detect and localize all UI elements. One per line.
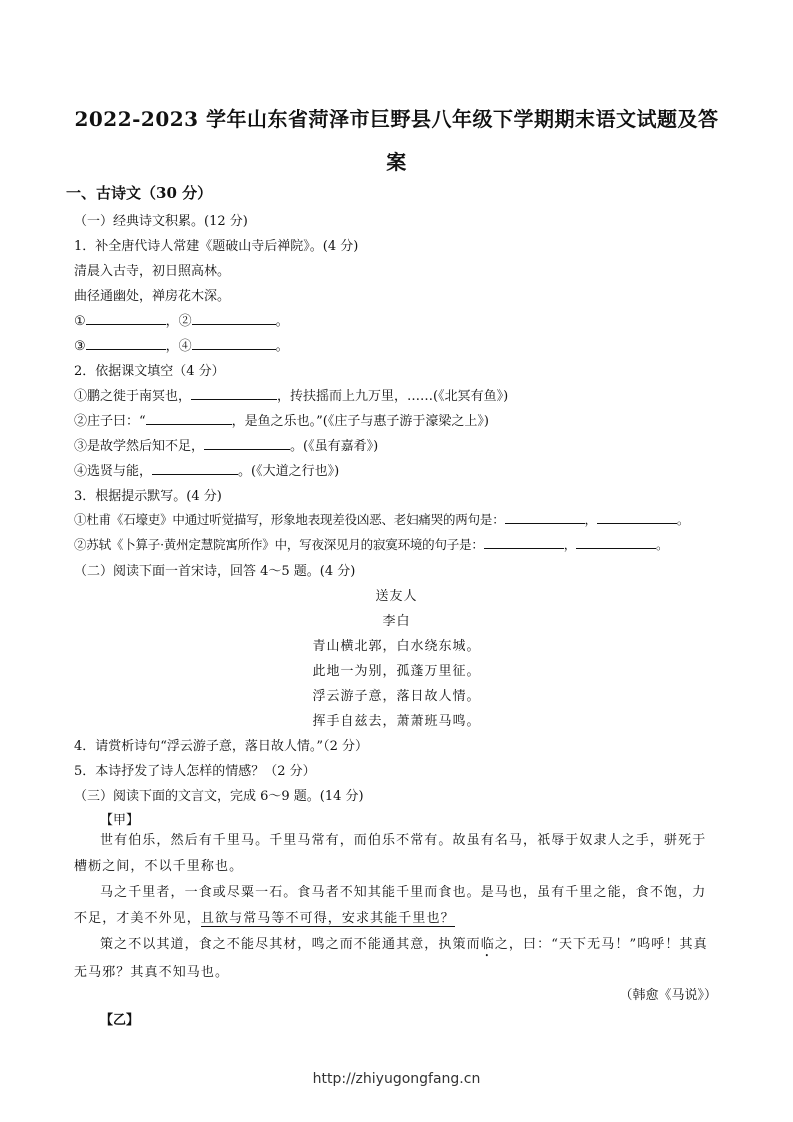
punctuation: 。 — [275, 339, 289, 354]
prompt-text: ①鹏之徙于南冥也， — [74, 389, 192, 404]
poem-line: 浮云游子意，落日故人情。 — [312, 689, 481, 704]
fill-blank-row — [74, 460, 339, 479]
poem-line: 青山横北郭，白水绕东城。 — [312, 639, 481, 654]
prompt-text: ③是故学然后知不足， — [74, 439, 205, 454]
passage-text: 之，曰：“天下无马！”呜呼！其真无马邪？其真不知马也。 — [74, 937, 708, 980]
poem-title: 送友人 — [375, 589, 418, 604]
fill-blank-row — [74, 535, 668, 553]
page-title-continued: 案 — [386, 150, 407, 174]
punctuation: ， — [563, 537, 576, 552]
passage-text: 策之不以其道，食之不能尽其材，鸣之而不能通其意，执策而 — [100, 937, 481, 952]
poem-line: 此地一为别，孤蓬万里征。 — [312, 664, 481, 679]
part-heading: （三）阅读下面的文言文，完成 6～9 题。(14 分) — [74, 789, 364, 804]
answer-blank[interactable] — [576, 535, 656, 549]
question-2: 2．依据课文填空（4 分） — [74, 364, 225, 379]
poem-line: 曲径通幽处，禅房花木深。 — [74, 289, 231, 304]
prompt-text: 。(《大道之行也》) — [238, 464, 340, 479]
prompt-text: 。(《虽有嘉肴》) — [290, 439, 379, 454]
answer-blank[interactable] — [86, 311, 166, 325]
question-1: 1．补全唐代诗人常建《题破山寺后禅院》。(4 分) — [74, 239, 359, 254]
part-heading: （一）经典诗文积累。(12 分) — [74, 214, 248, 229]
fill-blank-row — [74, 510, 689, 528]
fill-blank-row — [74, 385, 508, 404]
question-5: 5．本诗抒发了诗人怎样的情感？（2 分） — [74, 764, 316, 779]
punctuation: 。 — [656, 537, 669, 552]
passage-paragraph: 世有伯乐，然后有千里马。千里马常有，而伯乐不常有。故虽有名马，祇辱于奴隶人之手，骈死于槽枥之间，不以千里称也。 — [74, 833, 707, 874]
passage-source: （韩愈《马说》） — [619, 988, 717, 1003]
answer-blank[interactable] — [192, 311, 276, 325]
punctuation: 。 — [676, 512, 690, 527]
poem-line: 清晨入古寺，初日照高林。 — [74, 264, 231, 279]
poem-line: 挥手自兹去，萧萧班马鸣。 — [312, 714, 481, 729]
prompt-text: ②庄子曰：“ — [74, 414, 146, 429]
answer-blank[interactable] — [597, 510, 677, 524]
prompt-text: ，抟扶摇而上九万里，……(《北冥有鱼》) — [277, 389, 509, 404]
prompt-text: ②苏轼《卜算子·黄州定慧院寓所作》中，写夜深见月的寂寞环境的句子是： — [74, 537, 484, 552]
question-4: 4．请赏析诗句“浮云游子意，落日故人情。”（2 分） — [74, 739, 368, 754]
poem-author: 李白 — [382, 614, 411, 629]
question-3: 3．根据提示默写。(4 分) — [74, 489, 222, 504]
part-heading: （二）阅读下面一首宋诗，回答 4～5 题。(4 分) — [74, 564, 356, 579]
passage-label-yi: 【乙】 — [100, 1013, 140, 1028]
answer-blank[interactable] — [146, 411, 232, 425]
answer-blank[interactable] — [152, 461, 238, 475]
blank-label: ① — [74, 314, 86, 329]
answer-blank[interactable] — [86, 336, 166, 350]
passage-paragraph — [74, 932, 719, 986]
answer-blank[interactable] — [204, 436, 290, 450]
fill-blank-row — [74, 410, 489, 429]
prompt-text: ，是鱼之乐也。”(《庄子与惠子游于濠梁之上》) — [231, 414, 489, 429]
footer-url[interactable]: http://zhiyugongfang.cn — [312, 1071, 481, 1087]
punctuation: ， — [584, 512, 597, 527]
passage-text: 马之千里者，一食或尽粟一石。食马者不知其能千里而食也。是马也，虽有千里之能，食不饱，力不足，才美不外见， — [74, 885, 707, 926]
answer-blank[interactable] — [484, 535, 564, 549]
punctuation: 。 — [275, 314, 289, 329]
passage-paragraph — [74, 880, 719, 932]
blank-label: ，② — [165, 314, 192, 329]
section-heading: 一、古诗文（30 分） — [66, 184, 213, 202]
prompt-text: ①杜甫《石壕吏》中通过听觉描写，形象地表现差役凶恶、老妇痛哭的两句是： — [74, 512, 505, 527]
dotted-character: 临 — [480, 937, 495, 952]
answer-blank[interactable] — [505, 510, 585, 524]
underlined-sentence: 且欲与常马等不可得，安求其能千里也？ — [200, 911, 455, 926]
fill-blank-row — [74, 310, 289, 329]
page-title: 2022-2023 学年山东省菏泽市巨野县八年级下学期期末语文试题及答 — [74, 107, 719, 131]
blank-label: ③ — [74, 339, 86, 354]
blank-label: ，④ — [165, 339, 192, 354]
fill-blank-row — [74, 435, 378, 454]
answer-blank[interactable] — [191, 386, 277, 400]
prompt-text: ④选贤与能， — [74, 464, 153, 479]
passage-label-jia: 【甲】 — [100, 813, 140, 828]
answer-blank[interactable] — [192, 336, 276, 350]
fill-blank-row — [74, 335, 289, 354]
